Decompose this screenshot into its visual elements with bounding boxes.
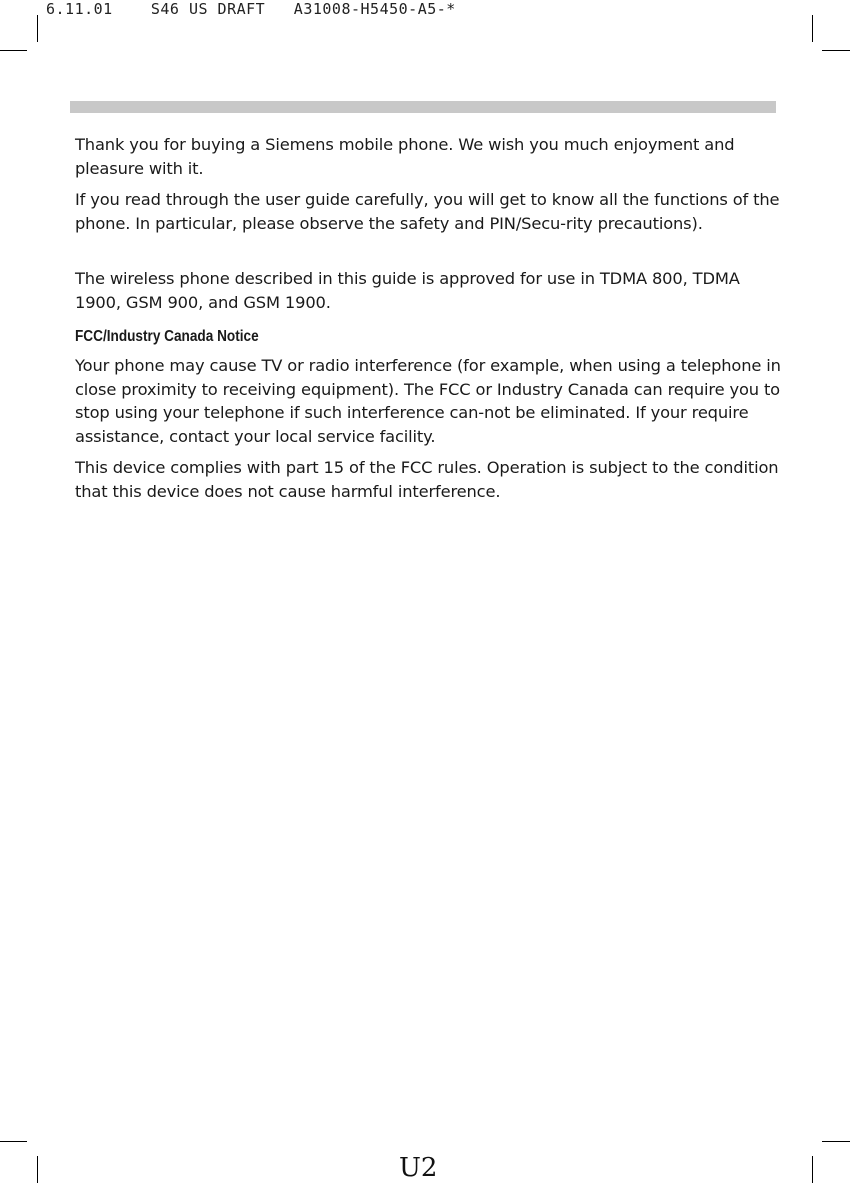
intro-paragraph-2: If you read through the user guide carefully, you will get to know all the functions of the phone. In particular, please observe the safety and PIN/Secu-rity precautions). xyxy=(75,190,780,233)
fcc-paragraph-2: This device complies with part 15 of the FCC rules. Operation is subject to the condition that this device does not cause harmful interference. xyxy=(75,458,779,501)
draft-header: 6.11.01 S46 US DRAFT A31008-H5450-A5-* xyxy=(46,0,456,18)
crop-mark-bottom-right-vertical xyxy=(812,1156,813,1183)
crop-mark-top-right-vertical xyxy=(812,15,813,42)
fcc-paragraph-1: Your phone may cause TV or radio interference (for example, when using a telephone in close proximity to receiving equipment). The FCC or Industry Canada can require you to stop using your telephone if such interference can-not be eliminated. If your require assistance, contact your local service facility. xyxy=(75,356,781,446)
intro-paragraph-1: Thank you for buying a Siemens mobile phone. We wish you much enjoyment and pleasure with it. xyxy=(75,135,735,178)
page-number: U2 xyxy=(399,1153,438,1183)
document-body xyxy=(75,133,787,503)
section-divider-bar xyxy=(70,101,776,113)
fcc-heading: FCC/Industry Canada Notice xyxy=(75,328,259,345)
crop-mark-top-right-horizontal xyxy=(822,50,850,51)
crop-mark-bottom-left-horizontal xyxy=(0,1141,27,1142)
approval-paragraph: The wireless phone described in this guide is approved for use in TDMA 800, TDMA 1900, GSM 900, and GSM 1900. xyxy=(75,269,740,312)
crop-mark-bottom-left-vertical xyxy=(37,1156,38,1183)
crop-mark-top-left-vertical xyxy=(37,15,38,42)
crop-mark-bottom-right-horizontal xyxy=(822,1141,850,1142)
crop-mark-top-left-horizontal xyxy=(0,50,27,51)
